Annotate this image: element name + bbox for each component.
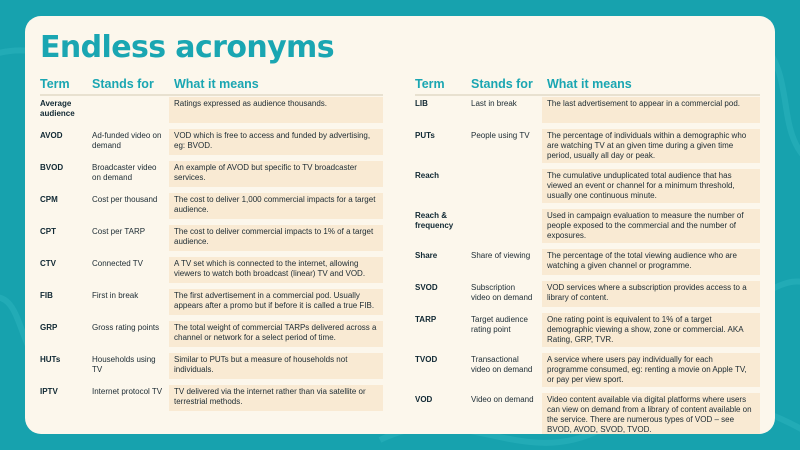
table-row — [415, 280, 760, 312]
header-meaning: What it means — [547, 77, 632, 91]
stands-for-cell — [471, 211, 542, 243]
stands-for-cell: Transactional video on demand — [471, 355, 533, 374]
stands-for-cell — [471, 171, 542, 203]
term-cell: TVOD — [415, 355, 438, 364]
meaning-cell: The percentage of individuals within a demographic who are watching TV at an given time during a given time period, usually all day or peak. — [542, 129, 760, 163]
term-cell: Reach — [415, 171, 440, 180]
glossary-table-left — [40, 74, 383, 416]
table-row — [415, 312, 760, 352]
meaning-cell: TV delivered via the internet rather than via satellite or terrestrial methods. — [169, 385, 383, 411]
table-header — [40, 74, 383, 96]
meaning-cell: Ratings expressed as audience thousands. — [169, 97, 383, 123]
term-cell: LIB — [415, 99, 428, 108]
meaning-cell: VOD services where a subscription provides access to a library of content. — [542, 281, 760, 307]
term-cell: FIB — [40, 291, 53, 300]
table-row — [415, 352, 760, 392]
table-row — [40, 320, 383, 352]
stands-for-cell — [92, 99, 169, 123]
header-meaning: What it means — [174, 77, 259, 91]
table-row — [40, 256, 383, 288]
table-row — [40, 352, 383, 384]
meaning-cell: The percentage of the total viewing audience who are watching a given channel or programme. — [542, 249, 760, 275]
table-row — [40, 192, 383, 224]
term-cell: GRP — [40, 323, 58, 332]
header-stands-for: Stands for — [92, 77, 154, 91]
stands-for-cell: Households using TV — [92, 355, 156, 374]
stands-for-cell: Internet protocol TV — [92, 387, 163, 396]
stands-for-cell: Subscription video on demand — [471, 283, 533, 302]
meaning-cell: The cumulative unduplicated total audience that has viewed an event or channel for a minimum threshold, usually one continuous minute. — [542, 169, 760, 203]
page-title: Endless acronyms — [40, 30, 334, 65]
table-row — [415, 128, 760, 168]
term-cell: VOD — [415, 395, 433, 404]
stands-for-cell: Cost per thousand — [92, 195, 158, 204]
header-term: Term — [415, 77, 445, 91]
term-cell: PUTs — [415, 131, 435, 140]
table-row — [40, 128, 383, 160]
meaning-cell: A TV set which is connected to the internet, allowing viewers to watch both broadcast (linear) TV and VOD. — [169, 257, 383, 283]
table-header — [415, 74, 760, 96]
stands-for-cell: Share of viewing — [471, 251, 531, 260]
stands-for-cell: Cost per TARP — [92, 227, 146, 236]
table-row — [40, 224, 383, 256]
meaning-cell: Video content available via digital platforms where users can view on demand from a library of content available on the service. There are numerous types of VOD – see BVOD, AVOD, SVOD, TVOD. — [542, 393, 760, 434]
meaning-cell: The total weight of commercial TARPs delivered across a channel or network for a select period of time. — [169, 321, 383, 347]
stands-for-cell: Broadcaster video on demand — [92, 163, 157, 182]
meaning-cell: The last advertisement to appear in a commercial pod. — [542, 97, 760, 123]
stands-for-cell: First in break — [92, 291, 139, 300]
stands-for-cell: People using TV — [471, 131, 530, 140]
table-row — [415, 392, 760, 434]
header-term: Term — [40, 77, 70, 91]
stands-for-cell: Ad-funded video on demand — [92, 131, 162, 150]
meaning-cell: One rating point is equivalent to 1% of a target demographic viewing a show, zone or commercial. AKA Rating, GRP, TVR. — [542, 313, 760, 347]
meaning-cell: The first advertisement in a commercial pod. Usually appears after a promo but if before it is called a true FIB. — [169, 289, 383, 315]
meaning-cell: The cost to deliver commercial impacts to 1% of a target audience. — [169, 225, 383, 251]
stands-for-cell: Connected TV — [92, 259, 143, 268]
term-cell: Average audience — [40, 99, 75, 118]
meaning-cell: Similar to PUTs but a measure of households not individuals. — [169, 353, 383, 379]
term-cell: AVOD — [40, 131, 63, 140]
term-cell: TARP — [415, 315, 437, 324]
glossary-card — [25, 16, 775, 434]
table-row — [415, 208, 760, 248]
term-cell: Share — [415, 251, 438, 260]
term-cell: CPM — [40, 195, 58, 204]
table-row — [40, 288, 383, 320]
meaning-cell: Used in campaign evaluation to measure the number of people exposed to the commercial and the number of exposures. — [542, 209, 760, 243]
meaning-cell: A service where users pay individually for each programme consumed, eg: renting a movie on Apple TV, or pay per view sport. — [542, 353, 760, 387]
term-cell: SVOD — [415, 283, 438, 292]
header-stands-for: Stands for — [471, 77, 533, 91]
table-row — [415, 248, 760, 280]
stands-for-cell: Target audience rating point — [471, 315, 528, 334]
table-row — [415, 96, 760, 128]
table-row — [415, 168, 760, 208]
glossary-table-right — [415, 74, 760, 434]
table-row — [40, 384, 383, 416]
stands-for-cell: Video on demand — [471, 395, 534, 404]
table-row — [40, 96, 383, 128]
term-cell: BVOD — [40, 163, 64, 172]
term-cell: IPTV — [40, 387, 58, 396]
table-row — [40, 160, 383, 192]
stands-for-cell: Last in break — [471, 99, 517, 108]
term-cell: CPT — [40, 227, 56, 236]
meaning-cell: VOD which is free to access and funded by advertising, eg: BVOD. — [169, 129, 383, 155]
meaning-cell: An example of AVOD but specific to TV broadcaster services. — [169, 161, 383, 187]
term-cell: HUTs — [40, 355, 61, 364]
term-cell: Reach & frequency — [415, 211, 454, 230]
stands-for-cell: Gross rating points — [92, 323, 160, 332]
meaning-cell: The cost to deliver 1,000 commercial impacts for a target audience. — [169, 193, 383, 219]
term-cell: CTV — [40, 259, 56, 268]
